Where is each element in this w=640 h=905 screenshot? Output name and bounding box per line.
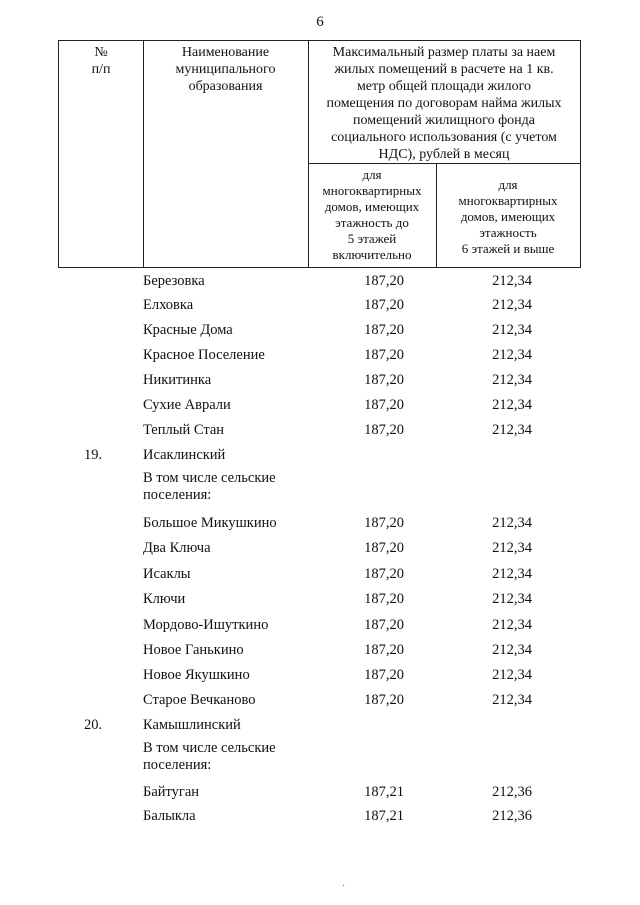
table-row (0, 422, 640, 444)
municipality-name: Теплый Стан (143, 422, 225, 438)
table-row (0, 273, 640, 295)
header-col-max-fee: Максимальный размер платы за наем жилых помещений в расчете на 1 кв. метр общей площади жилого помещения по договорам найма жилых помещений жилищного фонда социального использования (с учетом НДС), рублей в месяц (326, 45, 562, 162)
fee-up-to-5-floors: 187,20 (364, 692, 404, 708)
municipality-name: Красное Поселение (143, 347, 265, 363)
table-row (0, 397, 640, 419)
municipality-name: В том числе сельские (143, 470, 276, 486)
municipality-name: поселения: (143, 757, 212, 773)
table-row (0, 540, 640, 562)
header-divider (308, 163, 580, 164)
municipality-name: Исаклинский (143, 447, 226, 463)
table-row (0, 566, 640, 588)
fee-6-floors-and-above: 212,34 (492, 372, 532, 388)
header-col-up-to-5-floors: для многоквартирных домов, имеющих этажность до 5 этажей включительно (322, 167, 422, 262)
municipality-name: Балыкла (143, 808, 196, 824)
table-row (0, 784, 640, 806)
municipality-name: В том числе сельские (143, 740, 276, 756)
municipality-name: Красные Дома (143, 322, 233, 338)
municipality-name: Березовка (143, 273, 205, 289)
fee-up-to-5-floors: 187,20 (364, 273, 404, 289)
municipality-name: Елховка (143, 297, 194, 313)
fee-6-floors-and-above: 212,34 (492, 397, 532, 413)
fee-up-to-5-floors: 187,21 (364, 784, 404, 800)
fee-up-to-5-floors: 187,20 (364, 397, 404, 413)
fee-up-to-5-floors: 187,20 (364, 617, 404, 633)
fee-up-to-5-floors: 187,20 (364, 566, 404, 582)
fee-up-to-5-floors: 187,20 (364, 540, 404, 556)
municipality-name: Никитинка (143, 372, 212, 388)
table-row (0, 487, 640, 509)
table-row (0, 372, 640, 394)
fee-6-floors-and-above: 212,34 (492, 617, 532, 633)
header-col-6-floors-and-above: для многоквартирных домов, имеющих этажность 6 этажей и выше (458, 177, 558, 256)
fee-6-floors-and-above: 212,34 (492, 667, 532, 683)
municipality-name: Старое Вечканово (143, 692, 256, 708)
municipality-name: Два Ключа (143, 540, 211, 556)
fee-6-floors-and-above: 212,34 (492, 540, 532, 556)
table-row (0, 297, 640, 319)
fee-6-floors-and-above: 212,34 (492, 273, 532, 289)
fee-6-floors-and-above: 212,36 (492, 784, 532, 800)
fee-up-to-5-floors: 187,20 (364, 642, 404, 658)
fee-6-floors-and-above: 212,34 (492, 297, 532, 313)
table-row (0, 447, 640, 469)
table-header (58, 40, 581, 268)
municipality-name: Новое Якушкино (143, 667, 250, 683)
header-col-number: № п/п (91, 45, 111, 77)
fee-6-floors-and-above: 212,34 (492, 422, 532, 438)
table-row (0, 757, 640, 779)
fee-up-to-5-floors: 187,20 (364, 667, 404, 683)
fee-up-to-5-floors: 187,20 (364, 515, 404, 531)
municipality-name: Исаклы (143, 566, 191, 582)
table-row (0, 717, 640, 739)
fee-6-floors-and-above: 212,34 (492, 322, 532, 338)
table-row (0, 808, 640, 830)
table-row (0, 692, 640, 714)
municipality-name: Сухие Аврали (143, 397, 231, 413)
municipality-name: Байтуган (143, 784, 200, 800)
table-row (0, 667, 640, 689)
page-number: 6 (316, 14, 324, 30)
fee-6-floors-and-above: 212,34 (492, 566, 532, 582)
fee-up-to-5-floors: 187,21 (364, 808, 404, 824)
table-row (0, 515, 640, 537)
municipality-name: Большое Микушкино (143, 515, 277, 531)
fee-6-floors-and-above: 212,34 (492, 515, 532, 531)
fee-up-to-5-floors: 187,20 (364, 297, 404, 313)
fee-6-floors-and-above: 212,34 (492, 347, 532, 363)
fee-up-to-5-floors: 187,20 (364, 322, 404, 338)
municipality-name: Мордово-Ишуткино (143, 617, 269, 633)
municipality-name: Камышлинский (143, 717, 241, 733)
table-row (0, 617, 640, 639)
municipality-name: Новое Ганькино (143, 642, 244, 658)
fee-up-to-5-floors: 187,20 (364, 422, 404, 438)
fee-6-floors-and-above: 212,34 (492, 591, 532, 607)
table-row (0, 642, 640, 664)
header-col-name: Наименование муниципального образования (175, 45, 276, 94)
table-row (0, 591, 640, 613)
row-number: 19. (84, 447, 103, 463)
fee-6-floors-and-above: 212,34 (492, 692, 532, 708)
fee-6-floors-and-above: 212,36 (492, 808, 532, 824)
fee-up-to-5-floors: 187,20 (364, 372, 404, 388)
fee-6-floors-and-above: 212,34 (492, 642, 532, 658)
scan-speck: · (342, 881, 346, 892)
municipality-name: Ключи (143, 591, 186, 607)
table-row (0, 347, 640, 369)
table-row (0, 322, 640, 344)
row-number: 20. (84, 717, 103, 733)
fee-up-to-5-floors: 187,20 (364, 347, 404, 363)
municipality-name: поселения: (143, 487, 212, 503)
fee-up-to-5-floors: 187,20 (364, 591, 404, 607)
